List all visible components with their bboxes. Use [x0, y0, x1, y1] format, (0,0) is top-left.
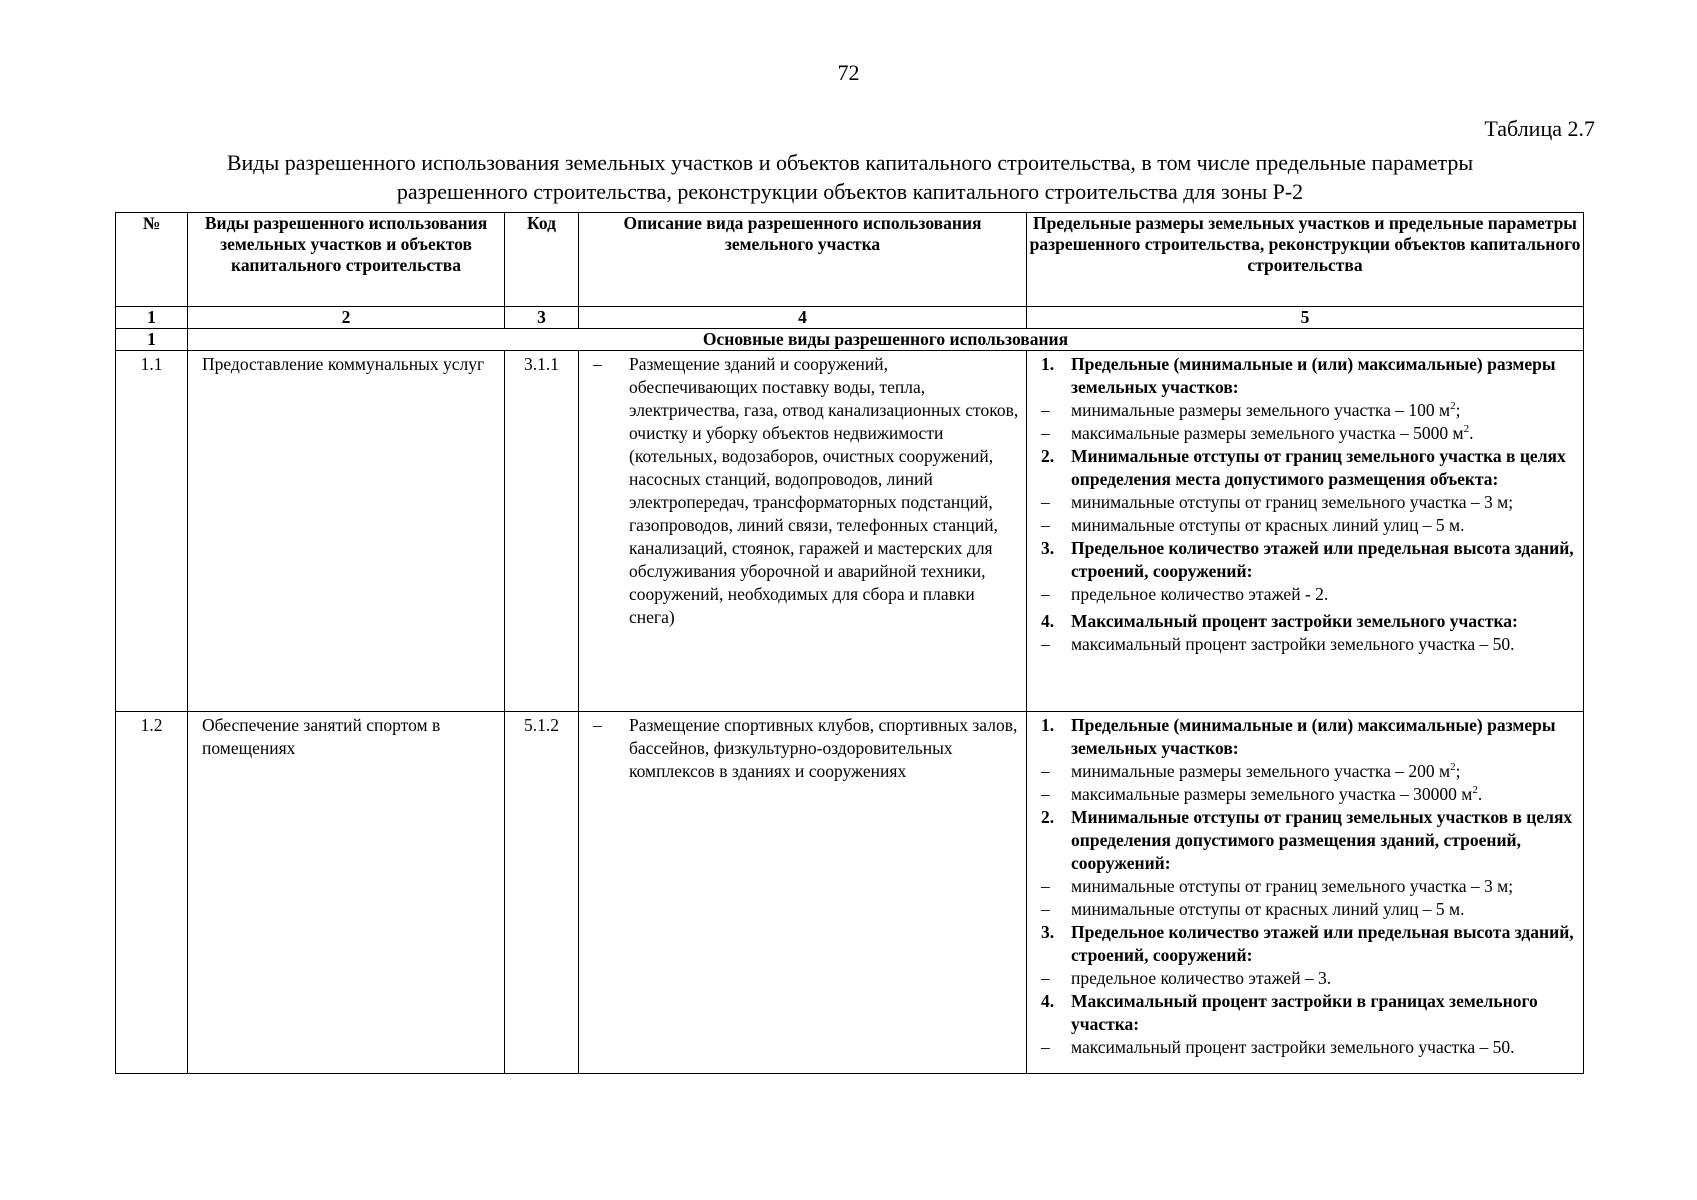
section-num: 1 [116, 329, 188, 351]
description-text: Размещение зданий и сооружений, обеспечивающих поставку воды, тепла, электричества, газа, отвод канализационных стоков, очистку и уборку объектов недвижимости (котельных, водозаборов, очистных сооружений, насосных станций, водопроводов, линий электропередач, трансформаторных подстанций, газопроводов, линий связи, телефонных станций, канализаций, стоянок, гаражей и мастерских для обслуживания уборочной и аварийной техники, сооружений, необходимых для сбора и плавки снега) [629, 354, 1019, 627]
param-item: – максимальные размеры земельного участка – 5000 $м^2$. [1041, 423, 1474, 443]
row-description [579, 351, 1027, 712]
param-heading: 3. Предельное количество этажей или предельная высота зданий, строений, сооружений: [1041, 538, 1574, 581]
param-item: – минимальные размеры земельного участка – 100 $м^2$; [1041, 400, 1461, 420]
table-title-line-2: разрешенного строительства, реконструкции объектов капитального строительства для зоны Р-2 [396, 179, 1304, 204]
param-heading: 4. Максимальный процент застройки в границах земельного участка: [1041, 991, 1538, 1034]
param-item: – минимальные отступы от границ земельного участка – 3 м; [1041, 492, 1514, 512]
param-heading: 3. Предельное количество этажей или предельная высота зданий, строений, сооружений: [1041, 922, 1574, 965]
dash-bullet: – [593, 715, 602, 735]
row-code: 3.1.1 [505, 351, 579, 712]
column-number: 3 [505, 307, 579, 329]
section-title: Основные виды разрешенного использования [188, 329, 1584, 351]
param-heading: 2. Минимальные отступы от границ земельного участка в целях определения места допустимого размещения объекта: [1041, 446, 1566, 489]
row-description [579, 712, 1027, 1074]
header-params: Предельные размеры земельных участков и предельные параметры разрешенного строительства, реконструкции объектов капитального строительства [1027, 213, 1584, 307]
row-code: 5.1.2 [505, 712, 579, 1074]
dash-bullet: – [593, 354, 602, 374]
param-item: – максимальные размеры земельного участка – 30000 $м^2$. [1041, 784, 1483, 804]
column-number: 1 [116, 307, 188, 329]
description-text: Размещение спортивных клубов, спортивных залов, бассейнов, физкультурно-оздоровительных комплексов в зданиях и сооружениях [629, 715, 1018, 781]
row-params [1027, 712, 1584, 1074]
header-description: Описание вида разрешенного использования земельного участка [579, 213, 1027, 307]
header-type: Виды разрешенного использования земельных участков и объектов капитального строительства [188, 213, 505, 307]
param-heading: 4. Максимальный процент застройки земельного участка: [1041, 611, 1518, 631]
table-row [116, 712, 1584, 1074]
param-item: – минимальные отступы от красных линий улиц – 5 м. [1041, 515, 1465, 535]
param-item: – предельное количество этажей - 2. [1041, 584, 1329, 604]
param-item: – предельное количество этажей – 3. [1041, 968, 1332, 988]
header-code: Код [505, 213, 579, 307]
param-item: – минимальные отступы от границ земельного участка – 3 м; [1041, 876, 1514, 896]
row-num: 1.2 [116, 712, 188, 1074]
param-item: – минимальные отступы от красных линий улиц – 5 м. [1041, 899, 1465, 919]
column-number: 5 [1027, 307, 1584, 329]
row-use-type: Обеспечение занятий спортом в помещениях [188, 712, 505, 1074]
header-num: № [116, 213, 188, 307]
section-row [116, 329, 1584, 351]
column-number-row [116, 307, 1584, 329]
row-num: 1.1 [116, 351, 188, 712]
row-params [1027, 351, 1584, 712]
page-number: 72 [837, 60, 860, 85]
table-title [150, 148, 1550, 206]
param-heading: 2. Минимальные отступы от границ земельных участков в целях определения допустимого размещения зданий, строений, сооружений: [1041, 807, 1573, 873]
param-item: – максимальный процент застройки земельного участка – 50. [1041, 1037, 1515, 1057]
table-title-line-1: Виды разрешенного использования земельных участков и объектов капитального строительства, в том числе предельные параметры [226, 150, 1474, 175]
table-label: Таблица 2.7 [1484, 116, 1595, 141]
header-row [116, 213, 1584, 307]
param-heading: 1. Предельные (минимальные и (или) максимальные) размеры земельных участков: [1041, 354, 1556, 397]
land-use-table [115, 212, 1584, 1074]
param-item: – минимальные размеры земельного участка – 200 $м^2$; [1041, 761, 1461, 781]
table-row [116, 351, 1584, 712]
param-item: – максимальный процент застройки земельного участка – 50. [1041, 634, 1515, 654]
column-number: 4 [579, 307, 1027, 329]
param-heading: 1. Предельные (минимальные и (или) максимальные) размеры земельных участков: [1041, 715, 1556, 758]
row-use-type: Предоставление коммунальных услуг [188, 351, 505, 712]
column-number: 2 [188, 307, 505, 329]
